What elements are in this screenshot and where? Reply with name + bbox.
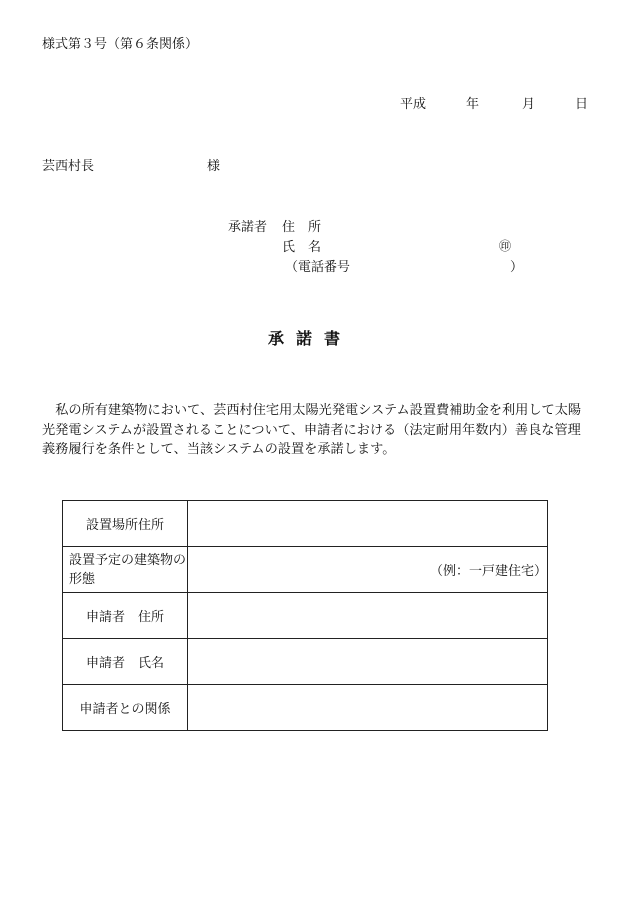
date-day-label: 日 bbox=[575, 97, 589, 112]
consenter-address-label: 住 所 bbox=[282, 220, 322, 235]
date-era: 平成 bbox=[400, 97, 427, 112]
addressee-name: 芸西村長 bbox=[42, 159, 95, 174]
consenter-name-label: 氏 名 bbox=[282, 240, 322, 255]
row-value-building-type[interactable]: （例：一戸建住宅） bbox=[188, 547, 548, 593]
table-row bbox=[63, 547, 548, 593]
consent-body-text: 私の所有建築物において、芸西村住宅用太陽光発電システム設置費補助金を利用して太陽光発電システムが設置されることについて、申請者における（法定耐用年数内）善良な管理義務履行を条件として、当該システムの設置を承諾します。 bbox=[42, 403, 582, 457]
table-row bbox=[63, 685, 548, 731]
date-year-label: 年 bbox=[466, 97, 480, 112]
row-value-install-address[interactable] bbox=[188, 501, 548, 547]
row-value-applicant-address[interactable] bbox=[188, 593, 548, 639]
document-title: 承諾書 bbox=[268, 329, 353, 348]
row-label-building-type: 設置予定の建築物の形態 bbox=[63, 547, 188, 593]
consenter-label: 承諾者 bbox=[228, 220, 268, 235]
row-label-install-address: 設置場所住所 bbox=[63, 501, 188, 547]
phone-label: （電話番号 bbox=[285, 260, 351, 275]
form-number: 様式第３号（第６条関係） bbox=[42, 37, 199, 52]
row-value-applicant-name[interactable] bbox=[188, 639, 548, 685]
date-month-label: 月 bbox=[522, 97, 536, 112]
table-row bbox=[63, 501, 548, 547]
info-table bbox=[62, 500, 548, 731]
table-row bbox=[63, 639, 548, 685]
row-label-applicant-name: 申請者 氏名 bbox=[63, 639, 188, 685]
row-value-relationship[interactable] bbox=[188, 685, 548, 731]
phone-close-paren: ） bbox=[510, 260, 524, 275]
table-row bbox=[63, 593, 548, 639]
row-label-relationship: 申請者との関係 bbox=[63, 685, 188, 731]
seal-mark: ㊞ bbox=[499, 239, 512, 253]
addressee-honorific: 様 bbox=[207, 159, 221, 174]
row-label-applicant-address: 申請者 住所 bbox=[63, 593, 188, 639]
